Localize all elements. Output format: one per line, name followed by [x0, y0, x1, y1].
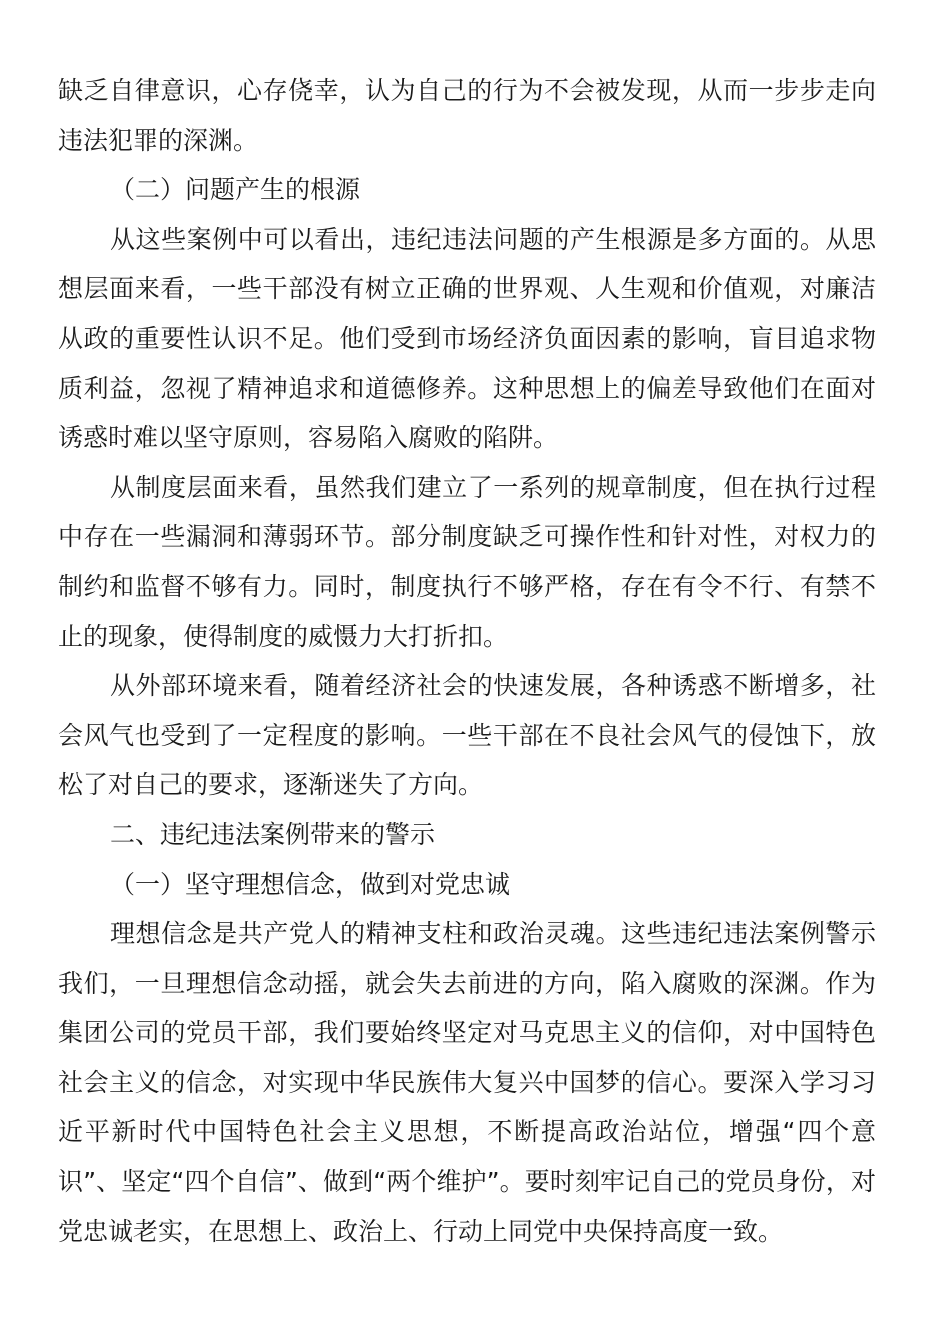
paragraph-continuation: 缺乏自律意识，心存侥幸，认为自己的行为不会被发现，从而一步步走向违法犯罪的深渊。	[58, 76, 876, 155]
paragraph-external-environment: 从外部环境来看，随着经济社会的快速发展，各种诱惑不断增多，社会风气也受到了一定程度的影响。一些干部在不良社会风气的侵蚀下，放松了对自己的要求，逐渐迷失了方向。	[58, 671, 876, 800]
section-heading-warnings: 二、违纪违法案例带来的警示	[110, 819, 436, 849]
subheading-ideals-loyalty: （一）坚守理想信念，做到对党忠诚	[110, 869, 511, 899]
paragraph-ideological-level: 从这些案例中可以看出，违纪违法问题的产生根源是多方面的。从思想层面来看，一些干部没有树立正确的世界观、人生观和价值观，对廉洁从政的重要性认识不足。他们受到市场经济负面因素的影响，盲目追求物质利益，忽视了精神追求和道德修养。这种思想上的偏差导致他们在面对诱惑时难以坚守原则，容易陷入腐败的陷阱。	[58, 224, 876, 453]
subheading-root-causes: （二）问题产生的根源	[110, 175, 361, 205]
paragraph-institutional-level: 从制度层面来看，虽然我们建立了一系列的规章制度，但在执行过程中存在一些漏洞和薄弱环节。部分制度缺乏可操作性和针对性，对权力的制约和监督不够有力。同时，制度执行不够严格，存在有令不行、有禁不止的现象，使得制度的威慑力大打折扣。	[58, 472, 876, 651]
paragraph-ideals-beliefs: 理想信念是共产党人的精神支柱和政治灵魂。这些违纪违法案例警示我们，一旦理想信念动摇，就会失去前进的方向，陷入腐败的深渊。作为集团公司的党员干部，我们要始终坚定对马克思主义的信仰，对中国特色社会主义的信念，对实现中华民族伟大复兴中国梦的信心。要深入学习习近平新时代中国特色社会主义思想，不断提高政治站位，增强“四个意识”、坚定“四个自信”、做到“两个维护”。要时刻牢记自己的党员身份，对党忠诚老实，在思想上、政治上、行动上同党中央保持高度一致。	[58, 919, 876, 1246]
document-page	[58, 66, 876, 1256]
